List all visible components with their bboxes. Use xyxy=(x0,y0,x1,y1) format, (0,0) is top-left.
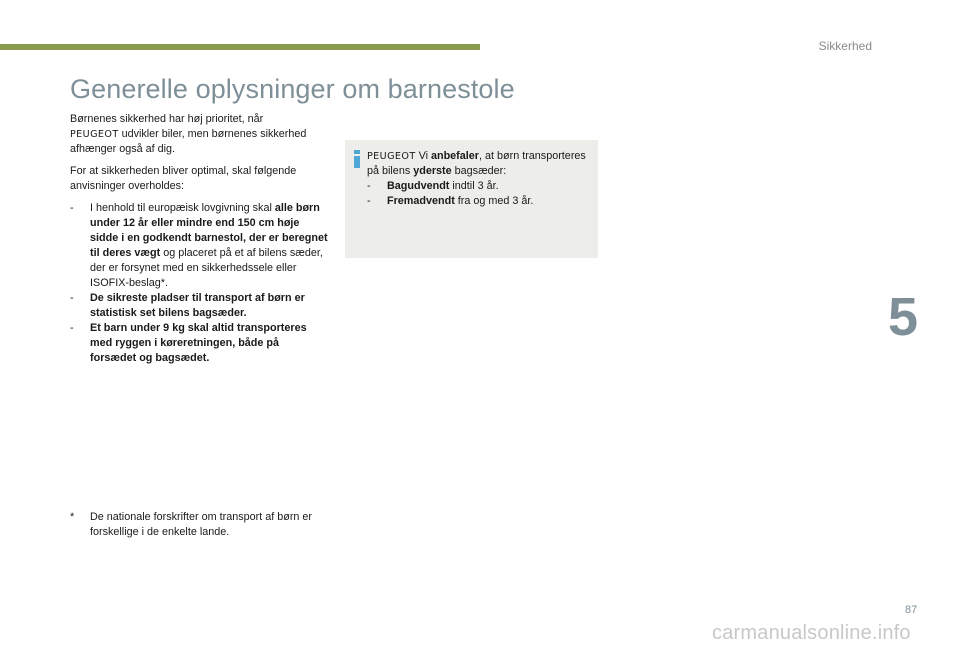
brand-name: PEUGEOT xyxy=(367,151,416,162)
info-box xyxy=(345,140,598,258)
watermark: carmanualsonline.info xyxy=(712,622,911,644)
main-column xyxy=(70,112,328,366)
list-item: - Et barn under 9 kg skal altid transporteres med ryggen i køreretningen, både på forsædet og bagsædet. xyxy=(70,322,307,364)
list-item: - I henhold til europæisk lovgivning skal alle børn under 12 år eller mindre end 150 cm høje sidde i en godkendt barnestol, der er beregnet til deres vægt og placeret på et af bilens sæder, der er forsynet med en sikkerhedssele eller ISOFIX-beslag*. xyxy=(70,202,328,289)
chapter-number: 5 xyxy=(888,287,919,347)
instructions-paragraph: For at sikkerheden bliver optimal, skal følgende anvisninger overholdes: xyxy=(70,165,297,192)
list-item: - De sikreste pladser til transport af børn er statistisk set bilens bagsæder. xyxy=(70,292,305,319)
safety-list xyxy=(70,201,328,366)
page-title: Generelle oplysninger om barnestole xyxy=(70,74,515,104)
footnote: * De nationale forskrifter om transport af børn er forskellige i de enkelte lande. xyxy=(70,511,313,538)
section-label: Sikkerhed xyxy=(818,39,872,53)
intro-paragraph: Børnenes sikkerhed har høj prioritet, når PEUGEOT udvikler biler, men børnenes sikkerhed afhænger også af dig. xyxy=(70,113,307,155)
header-accent-bar xyxy=(0,44,480,50)
list-item: - Fremadvendt fra og med 3 år. xyxy=(367,195,534,207)
list-item: - Bagudvendt indtil 3 år. xyxy=(367,180,499,192)
page-number: 87 xyxy=(905,604,918,616)
brand-name: PEUGEOT xyxy=(70,129,119,140)
info-text: PEUGEOT Vi anbefaler, at børn transporteres på bilens yderste bagsæder: - Bagudvendt indtil 3 år. - Fremadvendt fra og med 3 år. xyxy=(367,149,589,209)
info-icon xyxy=(354,150,360,168)
info-list xyxy=(367,179,589,209)
